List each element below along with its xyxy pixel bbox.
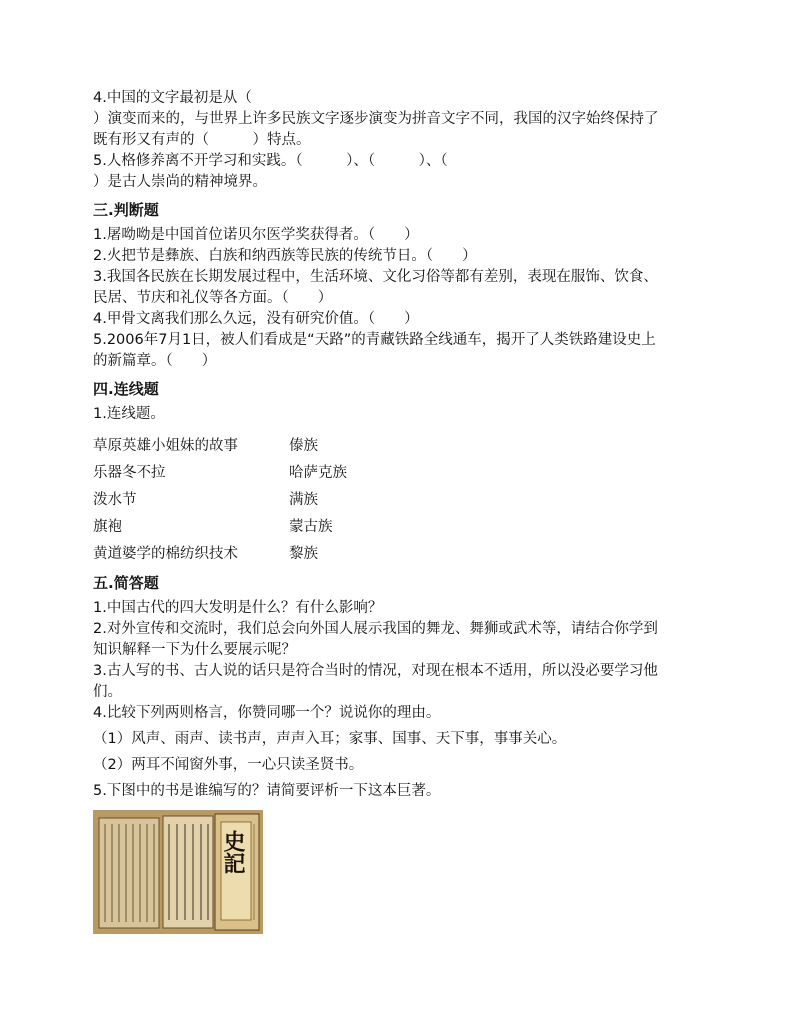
match-table: [93, 431, 705, 566]
match-row: [93, 512, 705, 539]
judge-item-1: 1.屠呦呦是中国首位诺贝尔医学奖获得者。（ ）: [93, 227, 419, 243]
short-q3: 3.古人写的书、古人说的话只是符合当时的情况，对现在根本不适用，所以没必要学习他 们。: [93, 663, 658, 700]
short-q5: 5.下图中的书是谁编写的？请简要评析一下这本巨著。: [93, 783, 441, 799]
match-left-item: 泼水节: [93, 492, 137, 508]
judge-item-5: 5.2006年7月1日，被人们看成是“天路”的青藏铁路全线通车，揭开了人类铁路建设史上 的新篇章。（ ）: [93, 332, 656, 369]
fill-q5-line2: ）是古人崇尚的精神境界。: [93, 174, 267, 190]
judge-heading: 三.判断题: [93, 201, 159, 219]
match-left-item: 乐器冬不拉: [93, 465, 166, 481]
match-right-item: 傣族: [289, 438, 318, 454]
short-q1: 1.中国古代的四大发明是什么？有什么影响？: [93, 600, 383, 616]
short-q4-option-1: （1）风声、雨声、读书声，声声入耳；家事、国事、天下事，事事关心。: [93, 731, 567, 747]
match-right-item: 蒙古族: [289, 519, 333, 535]
match-left-item: 草原英雄小姐妹的故事: [93, 438, 238, 454]
short-q4: 4.比较下列两则格言，你赞同哪一个？说说你的理由。: [93, 705, 441, 721]
match-row: [93, 485, 705, 512]
fill-q4-line2: ）演变而来的，与世界上许多民族文字逐步演变为拼音文字不同，我国的汉字始终保持了: [93, 111, 659, 127]
book-cover-title: 史記: [220, 830, 246, 874]
match-row: [93, 458, 705, 485]
match-right-item: 满族: [289, 492, 318, 508]
match-right-item: 哈萨克族: [289, 465, 347, 481]
match-left-item: 黄道婆学的棉纺织技术: [93, 546, 238, 562]
fill-q5-line1: 5.人格修养离不开学习和实践。（ ）、（ ）、（: [93, 153, 448, 169]
match-heading: 四.连线题: [93, 380, 159, 398]
judge-item-3: 3.我国各民族在长期发展过程中，生活环境、文化习俗等都有差别，表现在服饰、饮食、 民居、节庆和礼仪等各方面。（ ）: [93, 269, 658, 306]
shiji-book-photo: [93, 810, 263, 934]
short-q4-option-2: （2）两耳不闻窗外事，一心只读圣贤书。: [93, 757, 364, 773]
judge-item-4: 4.甲骨文离我们那么久远，没有研究价值。（ ）: [93, 311, 419, 327]
fill-q4-line1: 4.中国的文字最初是从（: [93, 90, 252, 106]
match-left-item: 旗袍: [93, 519, 122, 535]
match-row: [93, 539, 705, 566]
short-q2: 2.对外宣传和交流时，我们总会向外国人展示我国的舞龙、舞狮或武术等，请结合你学到 知识解释一下为什么要展示呢？: [93, 621, 658, 658]
match-row: [93, 431, 705, 458]
short-heading: 五.简答题: [93, 574, 159, 592]
match-intro: 1.连线题。: [93, 406, 165, 422]
match-right-item: 黎族: [289, 546, 318, 562]
worksheet-page: [93, 88, 705, 934]
fill-q4-line3: 既有形又有声的（ ）特点。: [93, 132, 311, 148]
judge-item-2: 2.火把节是彝族、白族和纳西族等民族的传统节日。（ ）: [93, 248, 477, 264]
